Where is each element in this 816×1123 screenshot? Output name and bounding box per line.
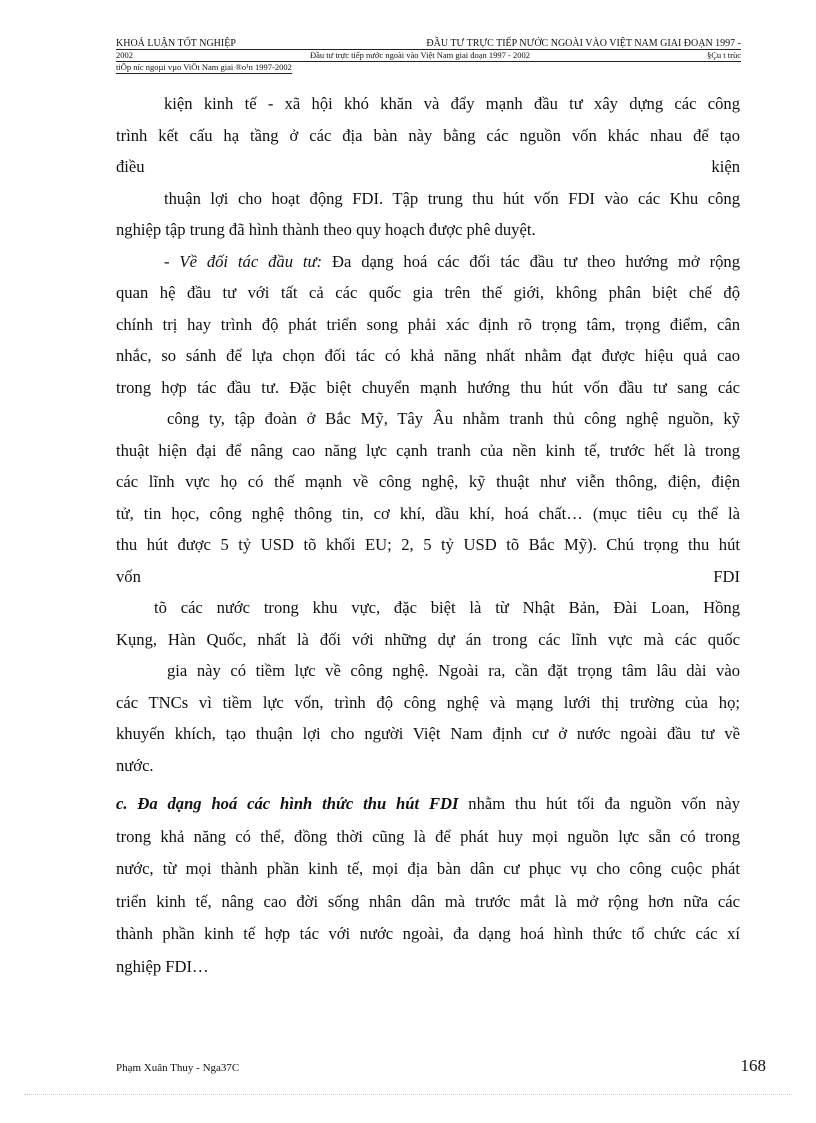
text-line: triển kinh tế, nâng cao đời sống nhân dân mà trước mắt là mở rộng hơn nữa các xyxy=(116,891,740,911)
document-body xyxy=(116,88,740,983)
text-line: chính trị hay trình độ phát triển song phải xác định rõ trọng tâm, trọng điểm, cân xyxy=(116,314,740,334)
section-c-paragraph xyxy=(116,788,740,983)
text-line: các TNCs vì tiềm lực vốn, trình độ công nghệ và mạng lưới thị trường của họ; xyxy=(116,692,740,712)
text-line: thu hút được 5 tỷ USD tõ khối EU; 2, 5 tỷ USD tõ Bắc Mỹ). Chú trọng thu hút xyxy=(116,535,740,554)
text-line xyxy=(116,151,740,183)
partner-subheading: - Về đối tác đầu tư: xyxy=(164,251,323,271)
header-garbled-right: §Çu t trùc xyxy=(707,50,741,60)
header-year: 2002 xyxy=(116,50,133,60)
text-line xyxy=(116,246,740,278)
text-span: Đa dạng hoá các đối tác đầu tư theo hướng mở rộng xyxy=(322,251,741,271)
text-line: gia này có tiềm lực về công nghệ. Ngoài ra, cần đặt trọng tâm lâu dài vào xyxy=(167,661,740,680)
text-line: kiện kinh tế - xã hội khó khăn và đẩy mạnh đầu tư xây dựng các công xyxy=(164,94,740,113)
section-c-heading: c. Đa dạng hoá các hình thức thu hút FDI xyxy=(116,794,459,813)
text-line: tử, tin học, công nghệ thông tin, cơ khí, dầu khí, hoá chất… (mục tiêu cụ thể là xyxy=(116,503,740,523)
header-row-top xyxy=(116,38,741,50)
text-word: điều xyxy=(116,157,145,176)
text-line: trong hợp tác đầu tư. Đặc biệt chuyển mạnh hướng thu hút vốn đầu tư sang các xyxy=(116,377,740,397)
text-line: nghiệp FDI… xyxy=(116,956,209,976)
header-left-title: KHOÁ LUẬN TỐT NGHIỆP xyxy=(116,38,236,49)
text-word: FDI xyxy=(713,566,740,586)
text-line: khuyến khích, tạo thuận lợi cho người Việt Nam định cư ở nước ngoài đầu tư về xyxy=(116,724,740,743)
header-garbled-line: tiÕp níc ngoµi vµo ViÖt Nam giai ®o¹n 1997-2002 xyxy=(116,62,292,72)
text-word: kiện xyxy=(711,157,740,176)
text-line: các lĩnh vực họ có thế mạnh về công nghệ, kỹ thuật như viễn thông, điện, điện xyxy=(116,472,740,491)
text-line: tõ các nước trong khu vực, đặc biệt là từ Nhật Bản, Đài Loan, Hồng xyxy=(154,598,740,617)
page-footer xyxy=(116,1056,766,1076)
text-span: nhằm thu hút tối đa nguồn vốn này xyxy=(458,794,740,813)
text-line xyxy=(116,788,740,821)
header-subtitle: Đầu tư trực tiếp nước ngoài vào Việt Nam giai đoạn 1997 - 2002 xyxy=(310,50,530,60)
header-row-second xyxy=(116,50,741,62)
text-line: nước. xyxy=(116,755,154,775)
text-line: thuật hiện đại để nâng cao năng lực cạnh tranh của nền kinh tế, trước hết là trong xyxy=(116,440,740,460)
text-line: nước, từ mọi thành phần kinh tế, mọi địa bàn dân cư phục vụ cho công cuộc phát xyxy=(116,859,740,878)
footer-author: Phạm Xuân Thuy - Nga37C xyxy=(116,1062,240,1074)
running-header xyxy=(116,38,741,74)
text-line: quan hệ đầu tư với tất cả các quốc gia trên thế giới, không phân biệt chế độ xyxy=(116,283,740,302)
header-right-title: ĐẦU TƯ TRỰC TIẾP NƯỚC NGOÀI VÀO VIỆT NAM GIAI ĐOẠN 1997 - xyxy=(426,38,741,49)
text-line: trong khả năng có thể, đồng thời cũng là để phát huy mọi nguồn lực sẵn có trong xyxy=(116,826,740,846)
text-line: nhắc, so sánh để lựa chọn đối tác có khả năng nhất nhằm đạt được hiệu quả cao xyxy=(116,346,740,365)
text-line xyxy=(116,561,740,593)
text-line: thuận lợi cho hoạt động FDI. Tập trung thu hút vốn FDI vào các Khu công xyxy=(164,188,740,208)
text-line: Kụng, Hàn Quốc, nhất là đối với những dự án trong các lĩnh vực mà các quốc xyxy=(116,629,740,649)
text-word: vốn xyxy=(116,566,141,586)
page-edge-divider xyxy=(24,1094,792,1095)
text-line: thành phần kinh tế hợp tác với nước ngoài, đa dạng hoá hình thức tổ chức các xí xyxy=(116,924,740,943)
text-line: nghiệp tập trung đã hình thành theo quy hoạch được phê duyệt. xyxy=(116,220,536,239)
page-number: 168 xyxy=(740,1056,766,1075)
text-line: trình kết cấu hạ tầng ở các địa bàn này bằng các nguồn vốn khác nhau để tạo xyxy=(116,125,740,145)
text-line: công ty, tập đoàn ở Bắc Mỹ, Tây Âu nhằm tranh thủ công nghệ nguồn, kỹ xyxy=(167,409,740,428)
